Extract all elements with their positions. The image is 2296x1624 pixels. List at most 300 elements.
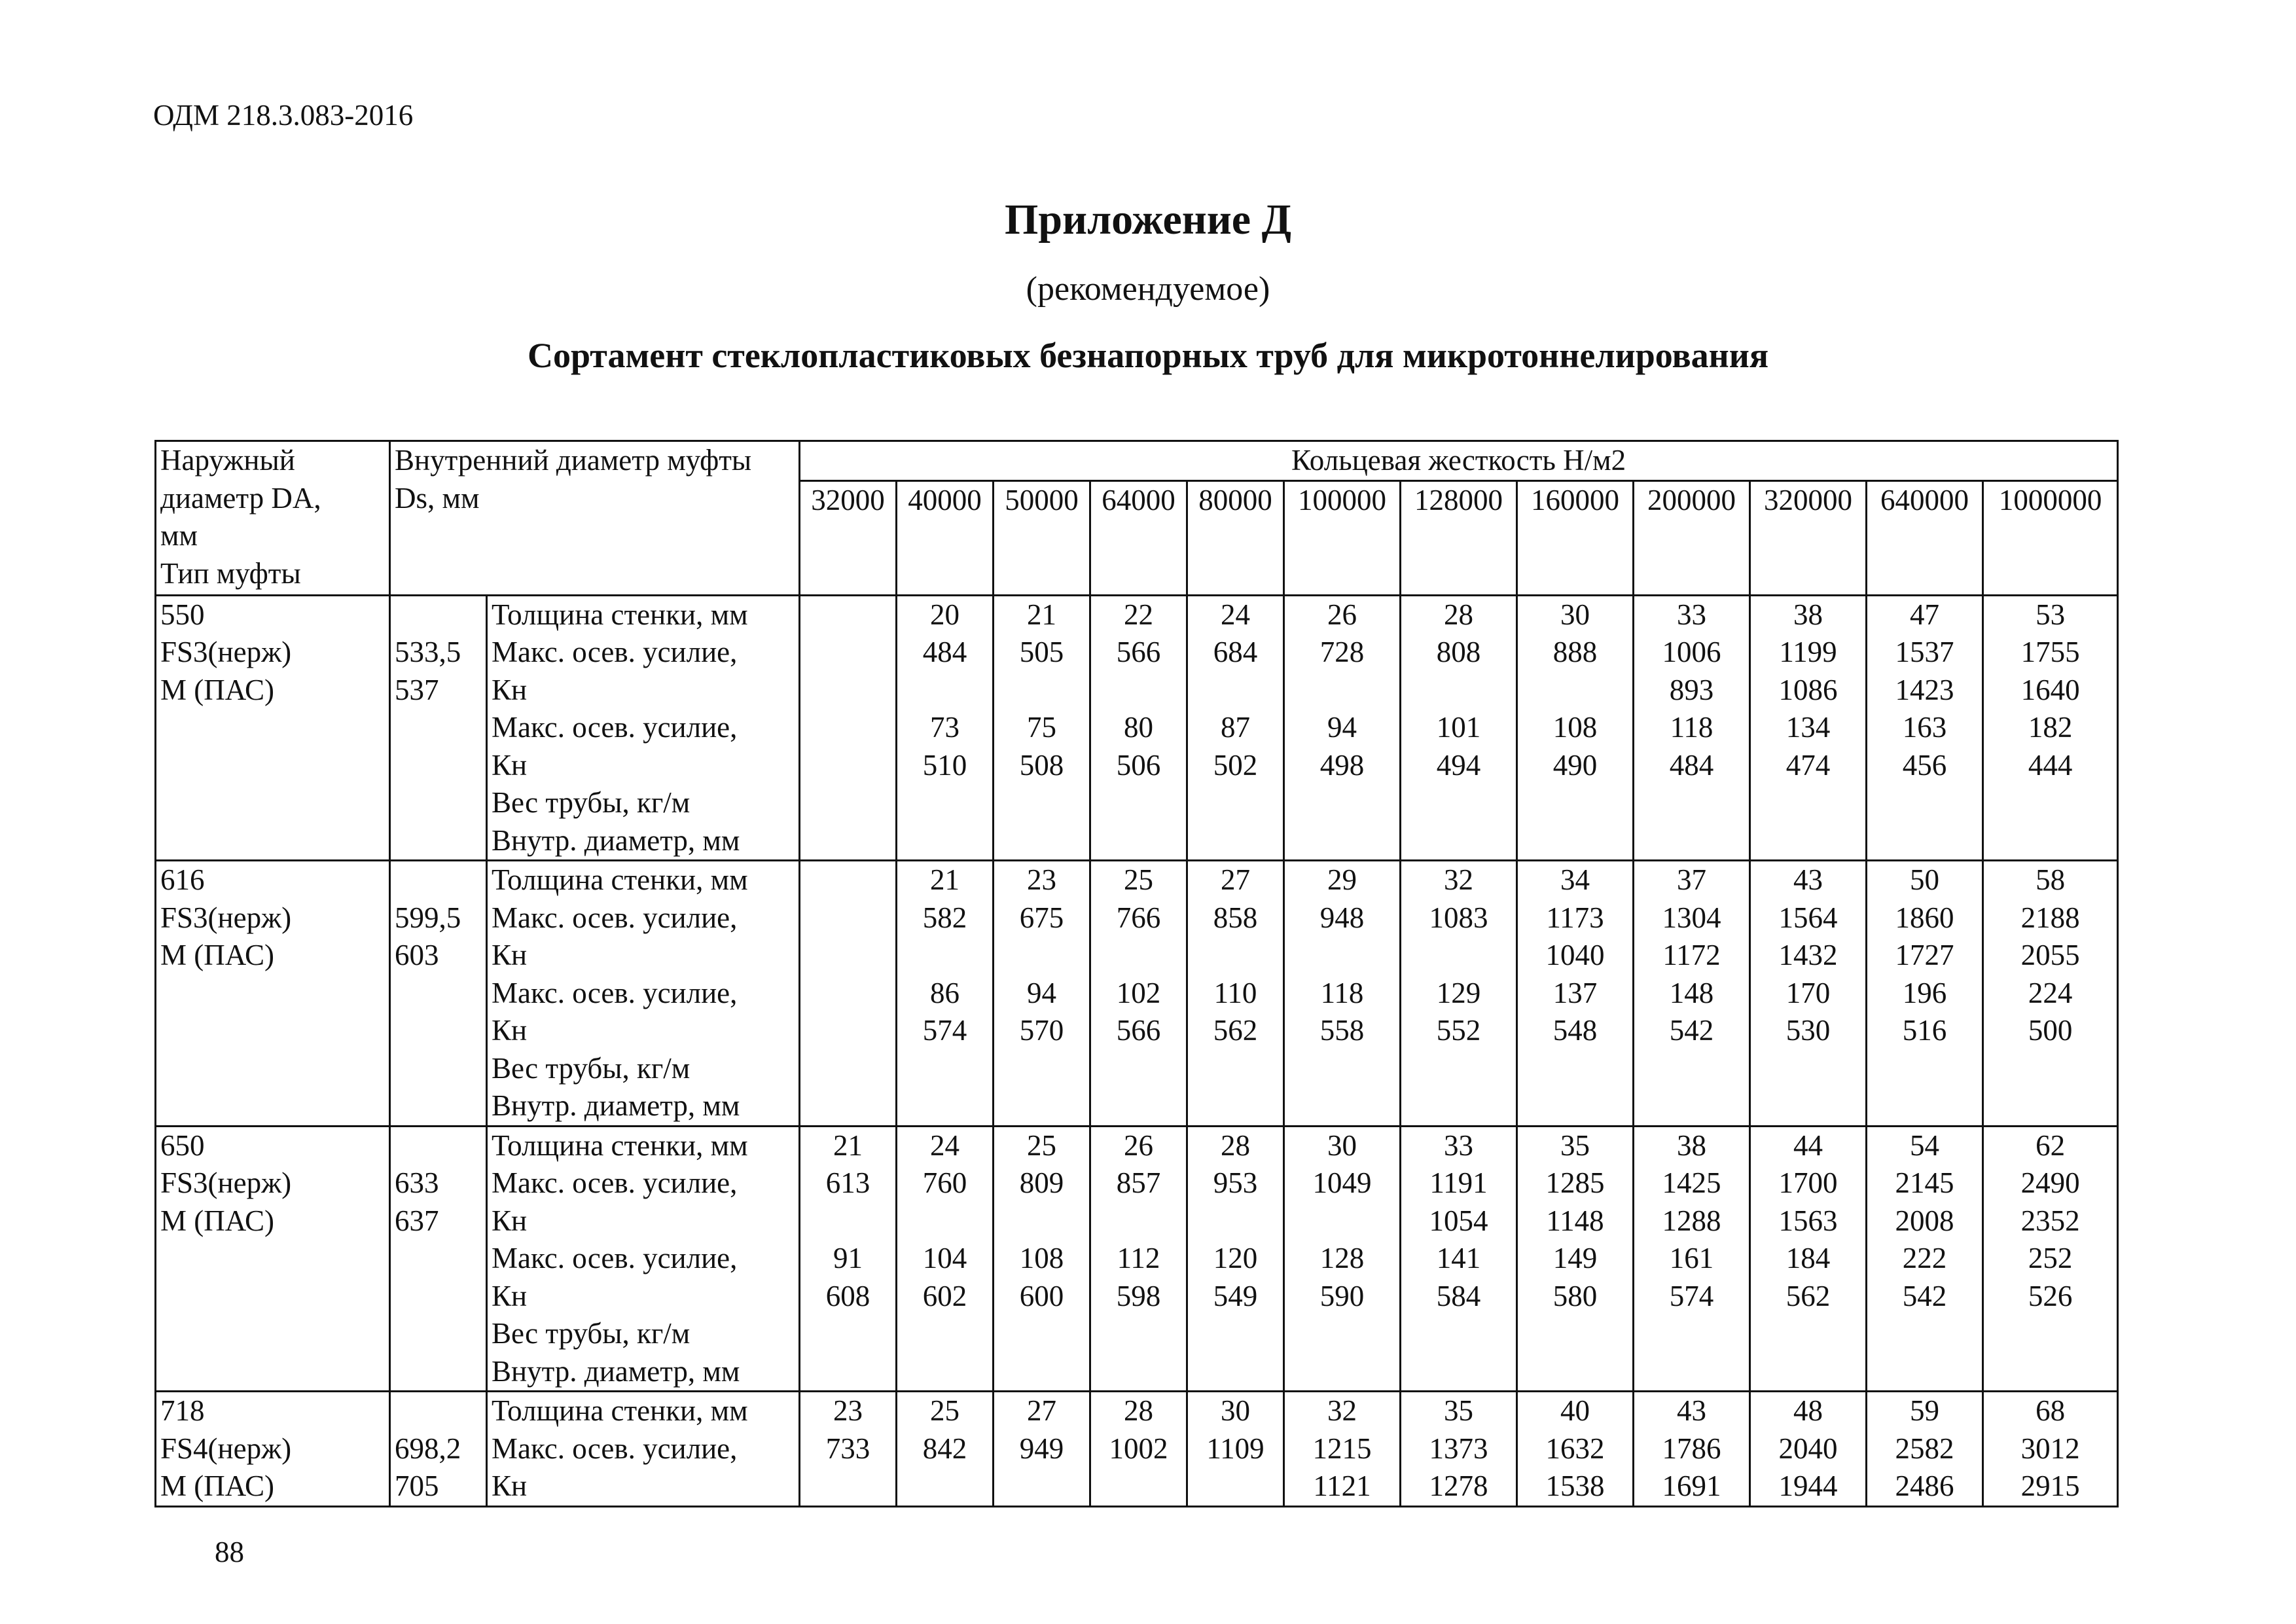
cell-value: 163 bbox=[1902, 711, 1947, 744]
cell-value: 25 bbox=[1027, 1128, 1056, 1162]
cell-value: 1040 bbox=[1545, 939, 1605, 971]
cell-value bbox=[1092, 1087, 1185, 1125]
cell-value bbox=[899, 1353, 991, 1391]
cell-value: 1727 bbox=[1895, 939, 1954, 971]
cell-value: 91 bbox=[833, 1242, 863, 1274]
value-cell bbox=[1187, 861, 1284, 1127]
parameter-label: Макс. осев. усилие, bbox=[492, 976, 738, 1009]
outer-diameter-cell bbox=[156, 595, 390, 861]
cell-value: 54 bbox=[1910, 1128, 1939, 1162]
cell-value bbox=[802, 1468, 894, 1506]
cell-value: 1860 bbox=[1895, 901, 1954, 934]
value-cell bbox=[1401, 861, 1517, 1127]
cell-value: 53 bbox=[2036, 598, 2066, 631]
table-row bbox=[156, 1126, 2118, 1392]
cell-value bbox=[1092, 672, 1185, 710]
cell-value bbox=[1985, 1050, 2115, 1088]
cell-value bbox=[1869, 784, 1981, 822]
cell-value bbox=[1286, 1202, 1398, 1240]
cell-value: 222 bbox=[1902, 1242, 1947, 1274]
cell-value: 526 bbox=[2028, 1279, 2073, 1312]
value-cell bbox=[1750, 861, 1867, 1127]
coupling-diameter-cell bbox=[390, 1126, 487, 1392]
cell-value: 590 bbox=[1319, 1279, 1365, 1312]
value-cell bbox=[1867, 861, 1983, 1127]
cell-line: FS3(нерж) bbox=[160, 901, 292, 934]
cell-line: 718 bbox=[160, 1394, 205, 1427]
cell-value bbox=[996, 937, 1088, 975]
cell-value: 552 bbox=[1436, 1014, 1481, 1047]
cell-value bbox=[1985, 1087, 2115, 1125]
cell-value: 35 bbox=[1560, 1128, 1590, 1162]
value-cell bbox=[897, 595, 994, 861]
cell-value: 570 bbox=[1019, 1014, 1064, 1047]
cell-value: 808 bbox=[1436, 636, 1481, 668]
cell-line: 705 bbox=[395, 1470, 439, 1502]
cell-value: 580 bbox=[1552, 1279, 1598, 1312]
cell-value bbox=[996, 784, 1088, 822]
cell-value: 134 bbox=[1785, 711, 1831, 744]
cell-line: FS3(нерж) bbox=[160, 1166, 292, 1199]
cell-line: М (ПАС) bbox=[160, 939, 275, 971]
cell-value bbox=[1092, 937, 1185, 975]
cell-value: 888 bbox=[1552, 636, 1598, 668]
parameter-label: Толщина стенки, мм bbox=[492, 1128, 748, 1162]
value-cell bbox=[1090, 595, 1187, 861]
cell-value: 2486 bbox=[1895, 1470, 1954, 1502]
value-cell bbox=[1634, 861, 1750, 1127]
parameter-label: Кн bbox=[492, 939, 528, 971]
value-cell bbox=[800, 861, 897, 1127]
cell-value: 94 bbox=[1327, 711, 1357, 744]
cell-value: 600 bbox=[1019, 1279, 1064, 1312]
cell-value: 542 bbox=[1902, 1279, 1947, 1312]
cell-value: 137 bbox=[1552, 976, 1598, 1009]
value-cell bbox=[994, 1392, 1090, 1507]
cell-value bbox=[1189, 784, 1282, 822]
cell-value: 494 bbox=[1436, 748, 1481, 782]
cell-value: 484 bbox=[1669, 748, 1714, 782]
cell-value: 2055 bbox=[2020, 939, 2080, 971]
value-cell bbox=[1284, 861, 1401, 1127]
document-code: ОДМ 218.3.083-2016 bbox=[153, 99, 414, 132]
parameter-label: Кн bbox=[492, 673, 528, 706]
cell-value: 2008 bbox=[1895, 1204, 1954, 1237]
cell-value: 1199 bbox=[1779, 636, 1837, 668]
parameter-label: Макс. осев. усилие, bbox=[492, 1242, 738, 1274]
cell-value: 733 bbox=[825, 1432, 870, 1465]
cell-value bbox=[1403, 937, 1515, 975]
cell-value bbox=[802, 634, 894, 672]
cell-value bbox=[899, 1315, 991, 1353]
cell-value: 38 bbox=[1793, 598, 1823, 631]
cell-value bbox=[1092, 1202, 1185, 1240]
cell-value: 108 bbox=[1552, 711, 1598, 744]
cell-value: 86 bbox=[930, 976, 960, 1009]
cell-value bbox=[1519, 822, 1631, 860]
cell-value bbox=[1286, 1315, 1398, 1353]
cell-value: 1109 bbox=[1206, 1432, 1265, 1465]
cell-value bbox=[899, 937, 991, 975]
value-cell bbox=[1187, 595, 1284, 861]
cell-value: 484 bbox=[922, 636, 967, 668]
cell-value: 1049 bbox=[1312, 1166, 1372, 1199]
cell-value: 25 bbox=[1124, 863, 1153, 896]
cell-value: 598 bbox=[1116, 1279, 1161, 1312]
table-caption: Сортамент стеклопластиковых безнапорных труб для микротоннелирования bbox=[527, 336, 1769, 375]
cell-value: 37 bbox=[1677, 863, 1706, 896]
cell-value: 118 bbox=[1320, 976, 1364, 1009]
cell-value bbox=[1189, 1468, 1282, 1506]
parameter-label: Толщина стенки, мм bbox=[492, 598, 748, 631]
parameter-label: Толщина стенки, мм bbox=[492, 863, 748, 896]
value-cell bbox=[994, 595, 1090, 861]
value-cell bbox=[1634, 1392, 1750, 1507]
cell-value: 858 bbox=[1213, 901, 1258, 934]
cell-value bbox=[1403, 1087, 1515, 1125]
cell-value: 40 bbox=[1560, 1394, 1590, 1427]
stiffness-header: 1000000 bbox=[1983, 480, 2118, 595]
table-row bbox=[156, 595, 2118, 861]
cell-value bbox=[1092, 822, 1185, 860]
cell-value: 30 bbox=[1560, 598, 1590, 631]
cell-value bbox=[802, 672, 894, 710]
cell-value bbox=[802, 1353, 894, 1391]
cell-value bbox=[802, 747, 894, 785]
cell-value bbox=[1752, 784, 1864, 822]
cell-line: 603 bbox=[395, 939, 439, 971]
cell-value bbox=[1985, 784, 2115, 822]
parameter-label: Макс. осев. усилие, bbox=[492, 1166, 738, 1199]
cell-line: 537 bbox=[395, 673, 439, 706]
cell-value: 1537 bbox=[1895, 636, 1954, 668]
cell-value: 558 bbox=[1319, 1014, 1365, 1047]
value-cell bbox=[1750, 595, 1867, 861]
parameter-labels-cell bbox=[487, 595, 800, 861]
cell-value: 148 bbox=[1669, 976, 1714, 1009]
cell-value bbox=[1985, 1315, 2115, 1353]
value-cell bbox=[1187, 1392, 1284, 1507]
cell-value: 1288 bbox=[1662, 1204, 1721, 1237]
cell-value bbox=[1189, 1353, 1282, 1391]
cell-value bbox=[1519, 1353, 1631, 1391]
cell-value bbox=[1092, 1468, 1185, 1506]
cell-value: 21 bbox=[1027, 598, 1056, 631]
cell-line: 698,2 bbox=[395, 1432, 461, 1465]
cell-value: 562 bbox=[1785, 1279, 1831, 1312]
cell-value bbox=[1189, 822, 1282, 860]
cell-value: 47 bbox=[1910, 598, 1939, 631]
cell-value: 1425 bbox=[1662, 1166, 1721, 1199]
cell-value: 68 bbox=[2036, 1394, 2066, 1427]
cell-line: FS4(нерж) bbox=[160, 1432, 292, 1465]
cell-value bbox=[1985, 1353, 2115, 1391]
cell-value: 104 bbox=[922, 1242, 967, 1274]
cell-value: 141 bbox=[1436, 1242, 1481, 1274]
cell-value: 502 bbox=[1213, 748, 1258, 782]
cell-value: 809 bbox=[1019, 1166, 1064, 1199]
header-line: Тип муфты bbox=[160, 556, 301, 590]
value-cell bbox=[897, 1392, 994, 1507]
cell-value: 2352 bbox=[2020, 1204, 2080, 1237]
cell-value: 73 bbox=[930, 711, 960, 744]
cell-value: 35 bbox=[1444, 1394, 1473, 1427]
coupling-diameter-cell bbox=[390, 595, 487, 861]
parameter-label: Вес трубы, кг/м bbox=[492, 786, 691, 819]
cell-value bbox=[1286, 822, 1398, 860]
value-cell bbox=[1187, 1126, 1284, 1392]
cell-value: 574 bbox=[922, 1014, 967, 1047]
cell-value bbox=[802, 1012, 894, 1050]
cell-line: М (ПАС) bbox=[160, 673, 275, 706]
cell-value: 62 bbox=[2036, 1128, 2066, 1162]
value-cell bbox=[800, 1392, 897, 1507]
parameter-labels-cell bbox=[487, 861, 800, 1127]
cell-value bbox=[802, 1315, 894, 1353]
cell-value: 22 bbox=[1124, 598, 1153, 631]
cell-value bbox=[1092, 784, 1185, 822]
cell-value: 1148 bbox=[1546, 1204, 1604, 1237]
cell-value: 252 bbox=[2028, 1242, 2073, 1274]
value-cell bbox=[994, 1126, 1090, 1392]
cell-value: 2188 bbox=[2020, 901, 2080, 934]
value-cell bbox=[800, 595, 897, 861]
parameter-label: Вес трубы, кг/м bbox=[492, 1051, 691, 1085]
cell-value bbox=[1985, 822, 2115, 860]
cell-value bbox=[1869, 822, 1981, 860]
cell-value: 28 bbox=[1444, 598, 1473, 631]
cell-value: 58 bbox=[2036, 863, 2066, 896]
cell-value bbox=[996, 1202, 1088, 1240]
cell-value: 21 bbox=[930, 863, 960, 896]
stiffness-header: 160000 bbox=[1517, 480, 1634, 595]
cell-value: 27 bbox=[1221, 863, 1250, 896]
cell-value: 1373 bbox=[1429, 1432, 1488, 1465]
cell-value: 1944 bbox=[1778, 1470, 1838, 1502]
cell-value: 1691 bbox=[1662, 1470, 1721, 1502]
cell-value: 24 bbox=[930, 1128, 960, 1162]
stiffness-header: 200000 bbox=[1634, 480, 1750, 595]
cell-value: 1086 bbox=[1778, 673, 1838, 706]
header-line: Ds, мм bbox=[395, 481, 480, 514]
value-cell bbox=[1284, 1126, 1401, 1392]
cell-value: 43 bbox=[1677, 1394, 1706, 1427]
value-cell bbox=[994, 861, 1090, 1127]
cell-value: 613 bbox=[825, 1166, 870, 1199]
parameter-label: Внутр. диаметр, мм bbox=[492, 1354, 740, 1388]
page-number: 88 bbox=[215, 1536, 244, 1568]
cell-value: 548 bbox=[1552, 1014, 1598, 1047]
cell-value bbox=[802, 899, 894, 937]
value-cell bbox=[1983, 595, 2118, 861]
value-cell bbox=[897, 1126, 994, 1392]
cell-value bbox=[802, 709, 894, 747]
cell-value: 87 bbox=[1221, 711, 1250, 744]
stiffness-header: 128000 bbox=[1401, 480, 1517, 595]
cell-value: 602 bbox=[922, 1279, 967, 1312]
cell-value bbox=[996, 1315, 1088, 1353]
cell-value: 562 bbox=[1213, 1014, 1258, 1047]
stiffness-header: 32000 bbox=[800, 480, 897, 595]
cell-value: 3012 bbox=[2020, 1432, 2080, 1465]
cell-value bbox=[996, 1050, 1088, 1088]
header-line: Наружный bbox=[160, 444, 295, 477]
cell-value: 1173 bbox=[1546, 901, 1604, 934]
cell-value: 30 bbox=[1327, 1128, 1357, 1162]
cell-value: 224 bbox=[2028, 976, 2073, 1009]
parameter-label: Вес трубы, кг/м bbox=[492, 1317, 691, 1350]
cell-value bbox=[1286, 937, 1398, 975]
cell-value: 32 bbox=[1327, 1394, 1357, 1427]
cell-value: 29 bbox=[1327, 863, 1357, 896]
cell-value bbox=[1636, 1087, 1748, 1125]
cell-value: 38 bbox=[1677, 1128, 1706, 1162]
cell-value: 500 bbox=[2028, 1014, 2073, 1047]
cell-value bbox=[1636, 1353, 1748, 1391]
cell-value bbox=[1752, 1050, 1864, 1088]
cell-value bbox=[802, 596, 894, 634]
value-cell bbox=[1867, 595, 1983, 861]
cell-value: 34 bbox=[1560, 863, 1590, 896]
cell-value: 196 bbox=[1902, 976, 1947, 1009]
value-cell bbox=[897, 861, 994, 1127]
cell-value: 1432 bbox=[1778, 939, 1838, 971]
cell-value: 760 bbox=[922, 1166, 967, 1199]
cell-value bbox=[899, 1087, 991, 1125]
value-cell bbox=[1750, 1126, 1867, 1392]
value-cell bbox=[800, 1126, 897, 1392]
cell-line: 616 bbox=[160, 863, 205, 896]
cell-value bbox=[1403, 1315, 1515, 1353]
cell-line: 633 bbox=[395, 1166, 439, 1199]
value-cell bbox=[1090, 1126, 1187, 1392]
cell-value bbox=[1636, 1050, 1748, 1088]
cell-value: 675 bbox=[1019, 901, 1064, 934]
cell-value: 1564 bbox=[1778, 901, 1838, 934]
cell-value: 23 bbox=[1027, 863, 1056, 896]
cell-value bbox=[996, 1087, 1088, 1125]
cell-value: 129 bbox=[1436, 976, 1481, 1009]
cell-value: 75 bbox=[1027, 711, 1056, 744]
parameter-label: Кн bbox=[492, 1279, 528, 1312]
cell-value: 1054 bbox=[1429, 1204, 1488, 1237]
cell-value: 474 bbox=[1785, 748, 1831, 782]
cell-value: 842 bbox=[922, 1432, 967, 1465]
cell-value: 1083 bbox=[1429, 901, 1488, 934]
value-cell bbox=[1750, 1392, 1867, 1507]
cell-value bbox=[1636, 1315, 1748, 1353]
cell-value: 510 bbox=[922, 748, 967, 782]
appendix-subtitle: (рекомендуемое) bbox=[1026, 270, 1270, 308]
cell-value: 508 bbox=[1019, 748, 1064, 782]
cell-value: 170 bbox=[1785, 976, 1831, 1009]
cell-value: 1285 bbox=[1545, 1166, 1605, 1199]
cell-value bbox=[802, 1087, 894, 1125]
header-outer-diameter bbox=[156, 441, 390, 596]
cell-value: 120 bbox=[1213, 1242, 1258, 1274]
cell-value bbox=[996, 1353, 1088, 1391]
cell-value: 1002 bbox=[1109, 1432, 1168, 1465]
cell-line bbox=[395, 861, 482, 899]
cell-value: 108 bbox=[1019, 1242, 1064, 1274]
cell-value bbox=[1189, 937, 1282, 975]
header-coupling-diameter bbox=[390, 441, 800, 596]
cell-value: 118 bbox=[1670, 711, 1713, 744]
cell-value: 24 bbox=[1221, 598, 1250, 631]
cell-value: 1121 bbox=[1313, 1470, 1371, 1502]
cell-value: 26 bbox=[1327, 598, 1357, 631]
cell-value: 444 bbox=[2028, 748, 2073, 782]
stiffness-header: 50000 bbox=[994, 480, 1090, 595]
cell-value: 2490 bbox=[2020, 1166, 2080, 1199]
cell-value bbox=[1286, 672, 1398, 710]
cell-value bbox=[802, 1050, 894, 1088]
table-row bbox=[156, 1392, 2118, 1507]
cell-value: 530 bbox=[1785, 1014, 1831, 1047]
value-cell bbox=[1867, 1126, 1983, 1392]
cell-value bbox=[1092, 1353, 1185, 1391]
cell-value: 1191 bbox=[1429, 1166, 1488, 1199]
cell-value: 728 bbox=[1319, 636, 1365, 668]
value-cell bbox=[1983, 1126, 2118, 1392]
cell-value bbox=[899, 672, 991, 710]
parameter-label: Толщина стенки, мм bbox=[492, 1394, 748, 1427]
parameter-label: Кн bbox=[492, 748, 528, 782]
cell-value: 59 bbox=[1910, 1394, 1939, 1427]
cell-value: 574 bbox=[1669, 1279, 1714, 1312]
value-cell bbox=[1517, 861, 1634, 1127]
cell-value: 857 bbox=[1116, 1166, 1161, 1199]
header-line: Внутренний диаметр муфты bbox=[395, 444, 752, 477]
cell-value: 128 bbox=[1319, 1242, 1365, 1274]
stiffness-header: 64000 bbox=[1090, 480, 1187, 595]
cell-line bbox=[395, 1392, 482, 1430]
outer-diameter-cell bbox=[156, 1392, 390, 1507]
cell-value: 1755 bbox=[2020, 636, 2080, 668]
stiffness-header: 320000 bbox=[1750, 480, 1867, 595]
parameter-label: Кн bbox=[492, 1470, 528, 1502]
cell-value bbox=[899, 1468, 991, 1506]
cell-value bbox=[1092, 1050, 1185, 1088]
cell-value: 32 bbox=[1444, 863, 1473, 896]
cell-value bbox=[1403, 784, 1515, 822]
value-cell bbox=[1090, 1392, 1187, 1507]
parameter-label: Кн bbox=[492, 1014, 528, 1047]
cell-value: 566 bbox=[1116, 1014, 1161, 1047]
cell-value bbox=[899, 1202, 991, 1240]
cell-value: 1278 bbox=[1429, 1470, 1488, 1502]
cell-value bbox=[1519, 1087, 1631, 1125]
value-cell bbox=[1983, 861, 2118, 1127]
parameter-label: Внутр. диаметр, мм bbox=[492, 823, 740, 857]
cell-value bbox=[1519, 784, 1631, 822]
parameter-labels-cell bbox=[487, 1392, 800, 1507]
cell-value bbox=[1286, 784, 1398, 822]
cell-line: М (ПАС) bbox=[160, 1204, 275, 1237]
cell-value bbox=[1519, 1315, 1631, 1353]
cell-value: 1423 bbox=[1895, 673, 1954, 706]
cell-value bbox=[1869, 1087, 1981, 1125]
cell-value bbox=[1752, 822, 1864, 860]
cell-value bbox=[1189, 1087, 1282, 1125]
value-cell bbox=[1401, 1392, 1517, 1507]
cell-value: 566 bbox=[1116, 636, 1161, 668]
header-line: диаметр DA, bbox=[160, 481, 321, 514]
cell-value bbox=[1189, 672, 1282, 710]
cell-value: 684 bbox=[1213, 636, 1258, 668]
cell-value bbox=[802, 975, 894, 1013]
value-cell bbox=[1517, 1126, 1634, 1392]
